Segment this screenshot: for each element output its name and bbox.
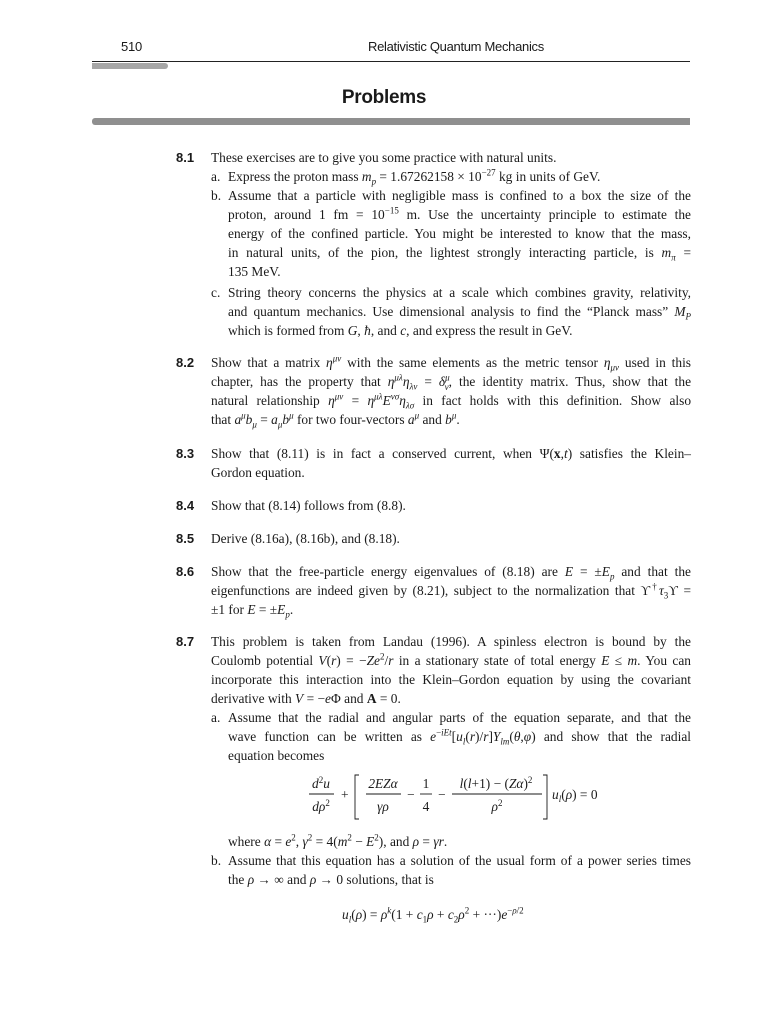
problem-text: Show that (8.11) is in fact a conserved current, when Ψ(x,t) satisfies the Klein– — [211, 446, 691, 461]
problem-number: 8.3 — [176, 446, 195, 461]
problem-text: that $a^\mu b_\mu = a_\mu b^\mu$ for two four-vectors $a^\mu$ and $b^\mu$. — [211, 410, 460, 430]
svg-text:ρ2: $\rho^2$ — [491, 798, 503, 814]
problem-number: 8.7 — [176, 634, 195, 649]
problem-text: These exercises are to give you some practice with natural units. — [211, 150, 557, 165]
part-marker: b. — [211, 853, 222, 868]
svg-text:ul(ρ) = 0: $u_l(\rho) = 0$ — [552, 787, 598, 804]
part-text: Express the proton mass $m_p = 1.67262158 \times 10^{-27}$ kg in units of GeV. — [228, 167, 601, 187]
problem-text: Show that the free-particle energy eigenvalues of (8.18) are $E = \pm E_p$ and that the — [211, 564, 691, 582]
problem-text: Coulomb potential $V(r) = -Ze^2/r$ in a stationary state of total energy E ≤ m. You can — [211, 651, 691, 668]
part-marker: c. — [211, 285, 221, 300]
problem-number: 8.6 — [176, 564, 195, 579]
part-text: in natural units, of the pion, the lightest strongly interacting particle, is $m_\pi$ = — [228, 245, 691, 263]
part-marker: a. — [211, 169, 221, 184]
problem-number: 8.4 — [176, 498, 195, 513]
svg-text:2EZα: 2EZα — [368, 776, 398, 791]
part-marker: a. — [211, 710, 221, 725]
problem-number: 8.1 — [176, 150, 195, 165]
part-text: Assume that the radial and angular parts of the equation separate, and that the — [228, 710, 691, 725]
problem-text: Gordon equation. — [211, 465, 305, 480]
part-text: Assume that a particle with negligible mass is confined to a box the size of the — [228, 188, 691, 203]
svg-text:dρ2: $d\rho^2$ — [312, 798, 330, 814]
problem-number: 8.2 — [176, 355, 195, 370]
problem-text: Derive (8.16a), (8.16b), and (8.18). — [211, 531, 400, 546]
header-decoration-bar — [92, 63, 168, 69]
part-text: proton, around 1 fm = $10^{-15}$ m. Use the uncertainty principle to estimate the — [228, 205, 692, 222]
part-text: the ρ → ∞ and ρ → 0 solutions, that is — [228, 872, 434, 887]
problem-text: This problem is taken from Landau (1996). A spinless electron is bound by the — [211, 634, 691, 649]
running-head: Relativistic Quantum Mechanics — [368, 39, 544, 54]
part-text: equation becomes — [228, 748, 325, 763]
svg-text:1: 1 — [422, 776, 430, 791]
problem-text: derivative with V = −eΦ and A = 0. — [211, 691, 401, 706]
part-marker: b. — [211, 188, 222, 203]
part-text: String theory concerns the physics at a scale which combines gravity, relativity, — [228, 285, 691, 300]
problem-number: 8.5 — [176, 531, 195, 546]
svg-text:d2u: $d^2u$ — [312, 775, 330, 791]
part-text: wave function can be written as $e^{-iEt}[u_l(r)/r]Y_{lm}(\theta,\varphi)$ and show that the radial — [228, 727, 691, 747]
svg-text:4: 4 — [422, 799, 430, 814]
power-series-equation: $u_l(\rho) = \rho^k(1 + c_1\rho + c_2\rho^2 + \cdot\cdot\cdot)e^{-\rho/2}$ — [342, 905, 524, 925]
problem-text: eigenfunctions are indeed given by (8.21), subject to the normalization that $ϒ^\dagger\tau_3ϒ$ = — [211, 581, 691, 601]
page-number: 510 — [121, 39, 143, 54]
problem-text: chapter, has the property that $\eta^{\mu\lambda}\eta_{\lambda\nu} = \delta^\mu_\nu$, the identity matrix. Thus, show that the — [211, 372, 692, 392]
problem-text: Show that (8.14) follows from (8.8). — [211, 498, 406, 513]
title-decoration-bar — [92, 118, 690, 125]
problem-text: ±1 for $E = \pm E_p$. — [211, 602, 294, 620]
problem-text: Show that a matrix $\eta^{\mu\nu}$ with the same elements as the metric tensor $\eta_{\mu\nu}$ used in this — [211, 353, 692, 373]
part-text: Assume that this equation has a solution of the usual form of a power series times — [228, 853, 691, 868]
svg-text:l(l+1) − (Zα)2: $l(l+1) - (Z\alpha)^2$ — [459, 775, 533, 791]
problem-text: incorporate this interaction into the Klein–Gordon equation by using the covariant — [211, 672, 691, 687]
radial-equation — [300, 772, 610, 824]
part-text: where $\alpha = e^2$, $\gamma^2 = 4(m^2 - E^2)$, and ρ = γr. — [228, 832, 448, 849]
svg-text:−: − — [407, 787, 415, 802]
section-title: Problems — [341, 87, 427, 108]
part-text: which is formed from G, ħ, and c, and express the result in GeV. — [228, 323, 573, 338]
part-text: and quantum mechanics. Use dimensional analysis to find the “Planck mass” $M_P$ — [228, 304, 691, 322]
part-text: 135 MeV. — [228, 264, 281, 279]
header-rule — [92, 61, 690, 62]
svg-text:+: + — [341, 787, 349, 802]
problem-text: natural relationship $\eta^{\mu\nu} = \eta^{\mu\lambda}E^{\nu\sigma}\eta_{\lambda\sigma}$ in fact holds with this definition. Show also — [211, 391, 692, 411]
svg-text:γρ: γρ — [377, 799, 389, 814]
part-text: energy of the confined particle. You might be interested to know that the mass, — [228, 226, 691, 241]
svg-text:−: − — [438, 787, 446, 802]
